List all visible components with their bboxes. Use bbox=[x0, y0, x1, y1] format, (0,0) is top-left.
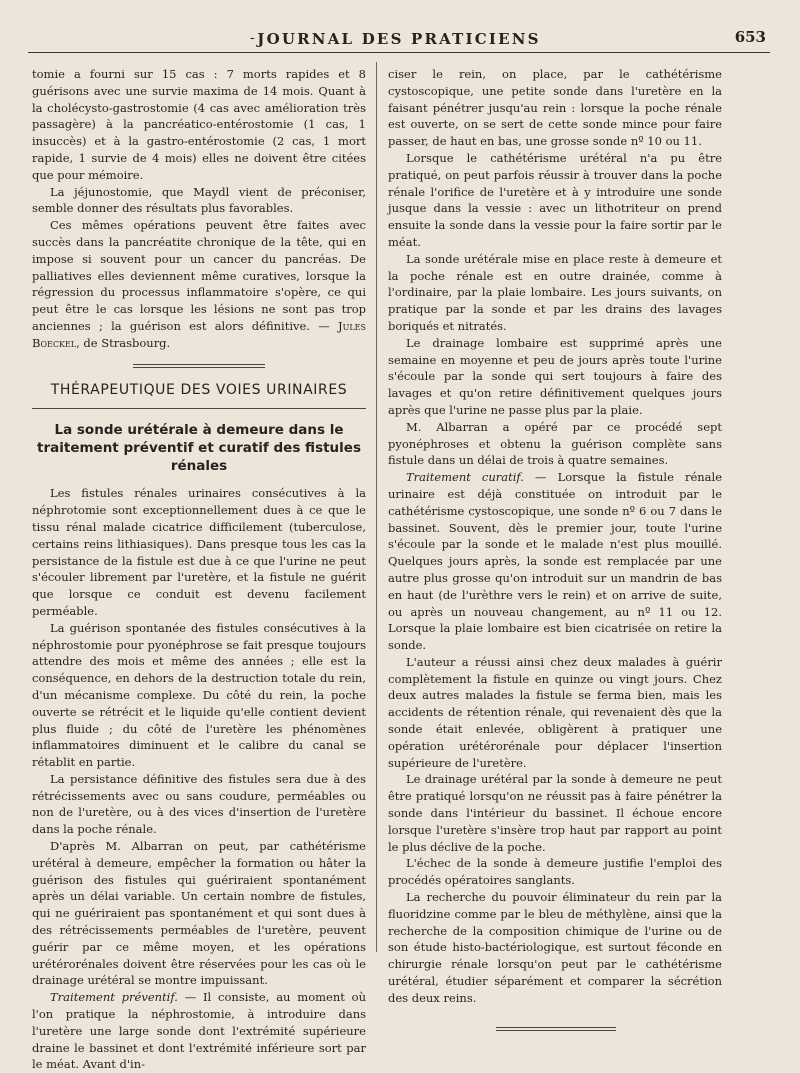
paragraph: Les fistules rénales urinaires consécutives à la néphrotomie sont exceptionnellement dues à ce que le tissu rénal malade cicatrice difficilement (tuberculose, certains reins lithiasiques). Dans presque tous les cas la persistance de la fistule est due à ce que l'urine ne peut s'écouler librement par l'uretère, et la fistule ne guérit que lorsque ce conduit est devenu facilement perméable. bbox=[32, 486, 366, 618]
section-title: THÉRAPEUTIQUE DES VOIES URINAIRES bbox=[50, 381, 348, 398]
paragraph bbox=[32, 217, 366, 351]
journal-title: JOURNAL DES PRATICIENS bbox=[257, 30, 541, 48]
subheading-curatif: Traitement curatif. bbox=[406, 470, 524, 485]
end-separator bbox=[496, 1027, 616, 1031]
right-column bbox=[388, 66, 722, 1031]
paragraph: Le drainage urétéral par la sonde à demeure ne peut être pratiqué lorsqu'on ne réussit pas à faire pénétrer la sonde dans l'intérieur du bassinet. Il échoue encore lorsque l'uretère s'insère trop haut par rapport au point le plus déclive de la poche. bbox=[388, 772, 722, 854]
paragraph: La jéjunostomie, que Maydl vient de préconiser, semble donner des résultats plus favorables. bbox=[32, 184, 366, 216]
running-header bbox=[28, 26, 770, 53]
paragraph: La sonde urétérale mise en place reste à demeure et la poche rénale est en outre drainée, comme à l'ordinaire, par la plaie lombaire. Les jours suivants, on pratique par la sonde et par les drains des lavages boriqués et nitratés. bbox=[388, 251, 722, 333]
paragraph: La recherche du pouvoir éliminateur du rein par la fluoridzine comme par le bleu de méthylène, ainsi que la recherche de la composition chimique de l'urine ou de son étude histo-bactériologique, est surtout féconde en chirurgie rénale lorsqu'on peut par le cathétérisme urétéral, étudier séparément et comparer la sécrétion des deux reins. bbox=[388, 890, 722, 1005]
paragraph: M. Albarran a opéré par ce procédé sept pyonéphroses et obtenu la guérison complète sans fistule dans un délai de trois à quatre semaines. bbox=[388, 419, 722, 468]
paragraph: ciser le rein, on place, par le cathétérisme cystoscopique, une petite sonde dans l'uretère en la faisant pénétrer jusqu'au rein : lorsque la poche rénale est ouverte, on se sert de cette sonde mince pour faire passer, de haut en bas, une grosse sonde nº 10 ou 11. bbox=[388, 67, 722, 149]
paragraph: Le drainage lombaire est supprimé après une semaine en moyenne et peu de jours après toute l'urine s'écoule par la sonde qui sert toujours à faire des lavages et qu'on retire définitivement quelques jours après que l'urine ne passe plus par la plaie. bbox=[388, 335, 722, 417]
paragraph-text: Ces mêmes opérations peuvent être faites avec succès dans la pancréatite chronique de la tête, qui en impose si souvent pour un cancer du pancréas. De palliatives elles deviennent même curatives, lorsque la régression du processus inflammatoire s'opère, ce qui peut être le cas lorsque les lésions ne sont pas trop anciennes ; la guérison est alors définitive. — bbox=[32, 218, 366, 333]
article-title: La sonde urétérale à demeure dans le traitement préventif et curatif des fistules rénales bbox=[37, 422, 361, 475]
author-name: Jules Boeckel bbox=[32, 318, 366, 350]
section-rule bbox=[32, 408, 366, 409]
paragraph bbox=[388, 469, 722, 654]
paragraph: L'auteur a réussi ainsi chez deux malades à guérir complètement la fistule en quinze ou vingt jours. Chez deux autres malades la fistule se ferma bien, mais les accidents de rétention rénale, qui revenaient dès que la sonde était enlevée, obligèrent à pratiquer une opération urétérorénale pour déplacer l'insertion supérieure de l'uretère. bbox=[388, 654, 722, 770]
left-column bbox=[32, 66, 366, 1073]
paragraph: L'échec de la sonde à demeure justifie l'emploi des procédés opératoires sanglants. bbox=[388, 856, 722, 888]
paragraph: La guérison spontanée des fistules consécutives à la néphrostomie pour pyonéphrose se fait presque toujours attendre des mois et même des années ; elle est la conséquence, en dehors de la destruction totale du rein, d'un mécanisme complexe. Du côté du rein, la poche ouverte se rétrécit et le liquide qu'elle contient devient plus fluide ; du côté de l'uretère les phénomènes inflammatoires diminuent et le calibre du canal se rétablit en partie. bbox=[32, 620, 366, 770]
paragraph bbox=[32, 989, 366, 1073]
paragraph: D'après M. Albarran on peut, par cathétérisme urétéral à demeure, empêcher la formation ou hâter la guérison des fistules qui guériraient spontanément après un délai variable. Un certain nombre de fistules, qui ne guériraient pas spontanément et qui sont dues à des rétrécissements perméables de l'uretère, peuvent guérir par ce même moyen, et les opérations urétérorénales doivent être réservées pour les cas où le drainage urétéral se montre impuissant. bbox=[32, 839, 366, 988]
page-number: 653 bbox=[734, 28, 766, 46]
header-dash: - bbox=[250, 30, 255, 46]
paragraph-text: — Lorsque la fistule rénale urinaire est déjà constituée on introduit par le cathétérisme cystoscopique, une sonde nº 6 ou 7 dans le bassinet. Souvent, dès le premier jour, toute l'urine s'écoule par la sonde et le malade n'est plus mouillé. Quelques jours après, la sonde est remplacée par une autre plus grosse qu'on introduit sur un mandrin de bas en haut (de l'urèthre vers le rein) et on arrive de suite, ou après un nouveau changement, au nº 11 ou 12. Lorsque la plaie lombaire est bien cicatrisée on retire la sonde. bbox=[388, 470, 723, 653]
author-place: , de Strasbourg. bbox=[76, 335, 171, 350]
paragraph-text: — Il consiste, au moment où l'on pratique la néphrostomie, à introduire dans l'uretère une large sonde dont l'extrémité supérieure draine le bassinet et dont l'extrémité inférieure sort par le méat. Avant d'in- bbox=[32, 990, 367, 1072]
paragraph: La persistance définitive des fistules sera due à des rétrécissements avec ou sans coudure, perméables ou non de l'uretère, ou à des vices d'insertion de l'uretère dans la poche rénale. bbox=[32, 771, 366, 837]
paragraph: Lorsque le cathétérisme urétéral n'a pu être pratiqué, on peut parfois réussir à trouver dans la poche rénale l'orifice de l'uretère et à y introduire une sonde jusque dans la vessie : avec un lithotriteur on prend ensuite la sonde dans la vessie pour la faire sortir par le méat. bbox=[388, 150, 722, 249]
subheading-preventif: Traitement préventif. bbox=[50, 990, 178, 1005]
paragraph: tomie a fourni sur 15 cas : 7 morts rapides et 8 guérisons avec une survie maxima de 14 mois. Quant à la cholécysto-gastrostomie (4 cas avec amélioration très passagère) à la pancréatico-entérostomie (1 cas, 1 insuccès) et à la gastro-entérostomie (2 cas, 1 mort rapide, 1 survie de 4 mois) elles ne doivent être citées que pour mémoire. bbox=[32, 67, 366, 182]
separator bbox=[133, 364, 265, 368]
column-divider bbox=[376, 62, 377, 952]
